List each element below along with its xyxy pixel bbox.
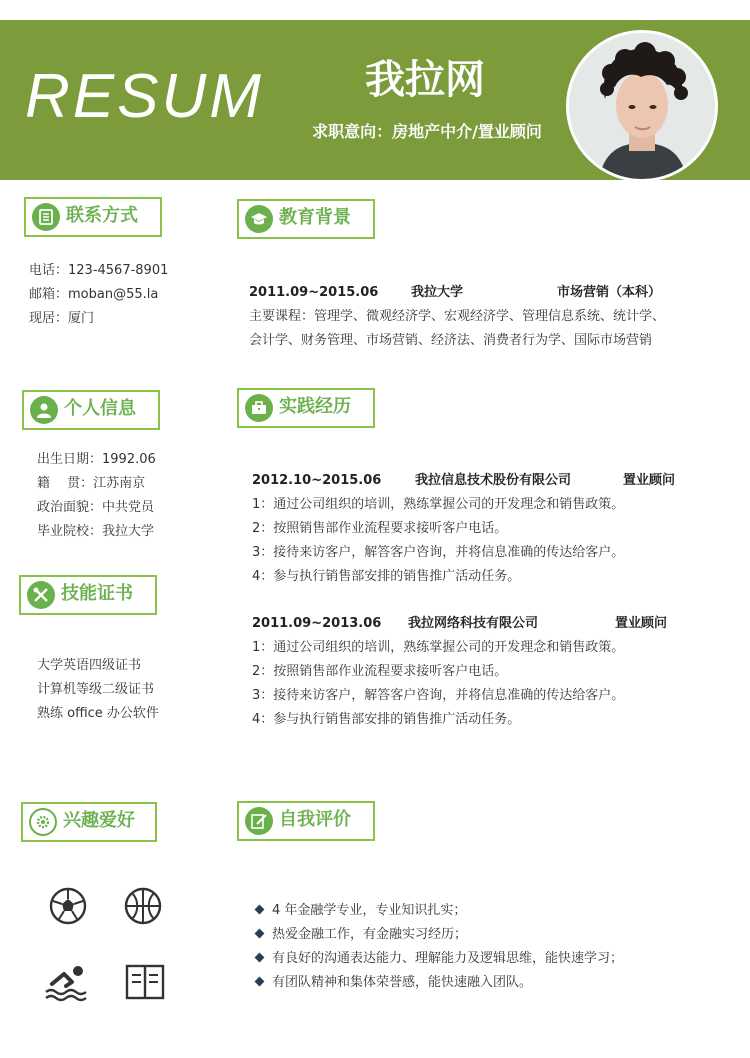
self-eval-item: 4 年金融学专业，专业知识扎实；: [256, 904, 466, 917]
edit-icon: [245, 807, 273, 835]
contact-phone: 电话：123-4567-8901: [29, 263, 169, 278]
portrait-image: [569, 33, 715, 179]
section-title: 技能证书: [61, 583, 133, 604]
contact-email: 邮箱：moban@55.la: [29, 287, 159, 302]
experience-duty: 3：接待来访客户，解答客户咨询，并将信息准确的传达给客户。: [252, 688, 625, 703]
skill-item: 大学英语四级证书: [37, 658, 142, 673]
section-title: 自我评价: [279, 809, 351, 830]
diamond-bullet-icon: [255, 977, 265, 987]
contact-location: 现居：厦门: [29, 311, 95, 326]
self-eval-item: 有团队精神和集体荣誉感，能快速融入团队。: [256, 976, 532, 989]
diamond-bullet-icon: [255, 953, 265, 963]
swimming-icon: [44, 962, 90, 1002]
gear-icon: [29, 808, 57, 836]
section-title: 联系方式: [66, 205, 138, 226]
education-major: 市场营销（本科）: [557, 285, 662, 300]
birth-date: 出生日期：1992.06: [37, 452, 156, 467]
section-skills: [19, 575, 157, 615]
graduated-school: 毕业院校：我拉大学: [37, 524, 155, 539]
experience-duty: 1：通过公司组织的培训，熟练掌握公司的开发理念和销售政策。: [252, 640, 625, 655]
native-place: 籍 贯：江苏南京: [37, 476, 146, 491]
avatar: [566, 30, 718, 182]
football-icon: [48, 886, 88, 926]
section-title: 个人信息: [64, 398, 136, 419]
skill-item: 熟练 office 办公软件: [37, 706, 159, 721]
experience-duty: 2：按照销售部作业流程要求接听客户电话。: [252, 521, 508, 536]
section-title: 兴趣爱好: [63, 810, 135, 831]
graduation-cap-icon: [245, 205, 273, 233]
experience-period: 2011.09~2013.06: [252, 616, 382, 631]
political-status: 政治面貌：中共党员: [37, 500, 155, 515]
section-contact: [24, 197, 162, 237]
experience-duty: 2：按照销售部作业流程要求接听客户电话。: [252, 664, 508, 679]
education-period: 2011.09~2015.06: [249, 285, 379, 300]
tools-icon: [27, 581, 55, 609]
education-courses: 会计学、财务管理、市场营销、经济法、消费者行为学、国际市场营销: [249, 333, 653, 348]
experience-role: 置业顾问: [615, 616, 668, 631]
address-book-icon: [32, 203, 60, 231]
section-hobbies: [21, 802, 157, 842]
section-personal: [22, 390, 160, 430]
education-school: 我拉大学: [411, 285, 464, 300]
diamond-bullet-icon: [255, 905, 265, 915]
experience-duty: 3：接待来访客户，解答客户咨询，并将信息准确的传达给客户。: [252, 545, 625, 560]
book-icon: [124, 962, 166, 1002]
experience-duty: 4：参与执行销售部安排的销售推广活动任务。: [252, 712, 521, 727]
self-eval-item: 热爱金融工作，有金融实习经历；: [256, 928, 467, 941]
applicant-name: 我拉网: [365, 57, 485, 103]
section-title: 实践经历: [279, 396, 351, 417]
resum-title: RESUM: [25, 62, 264, 131]
diamond-bullet-icon: [255, 929, 265, 939]
experience-duty: 1：通过公司组织的培训，熟练掌握公司的开发理念和销售政策。: [252, 497, 625, 512]
job-intent: 求职意向：房地产中介/置业顾问: [312, 122, 542, 141]
section-title: 教育背景: [279, 207, 351, 228]
experience-duty: 4：参与执行销售部安排的销售推广活动任务。: [252, 569, 521, 584]
experience-company: 我拉网络科技有限公司: [408, 616, 539, 631]
experience-company: 我拉信息技术股份有限公司: [415, 473, 572, 488]
section-self-eval: [237, 801, 375, 841]
skill-item: 计算机等级二级证书: [37, 682, 155, 697]
basketball-icon: [123, 886, 163, 926]
person-icon: [30, 396, 58, 424]
section-practice: [237, 388, 375, 428]
experience-period: 2012.10~2015.06: [252, 473, 382, 488]
self-eval-item: 有良好的沟通表达能力、理解能力及逻辑思维，能快速学习；: [256, 952, 623, 965]
education-courses: 主要课程：管理学、微观经济学、宏观经济学、管理信息系统、统计学、: [249, 309, 666, 324]
section-education: [237, 199, 375, 239]
briefcase-icon: [245, 394, 273, 422]
experience-role: 置业顾问: [623, 473, 676, 488]
